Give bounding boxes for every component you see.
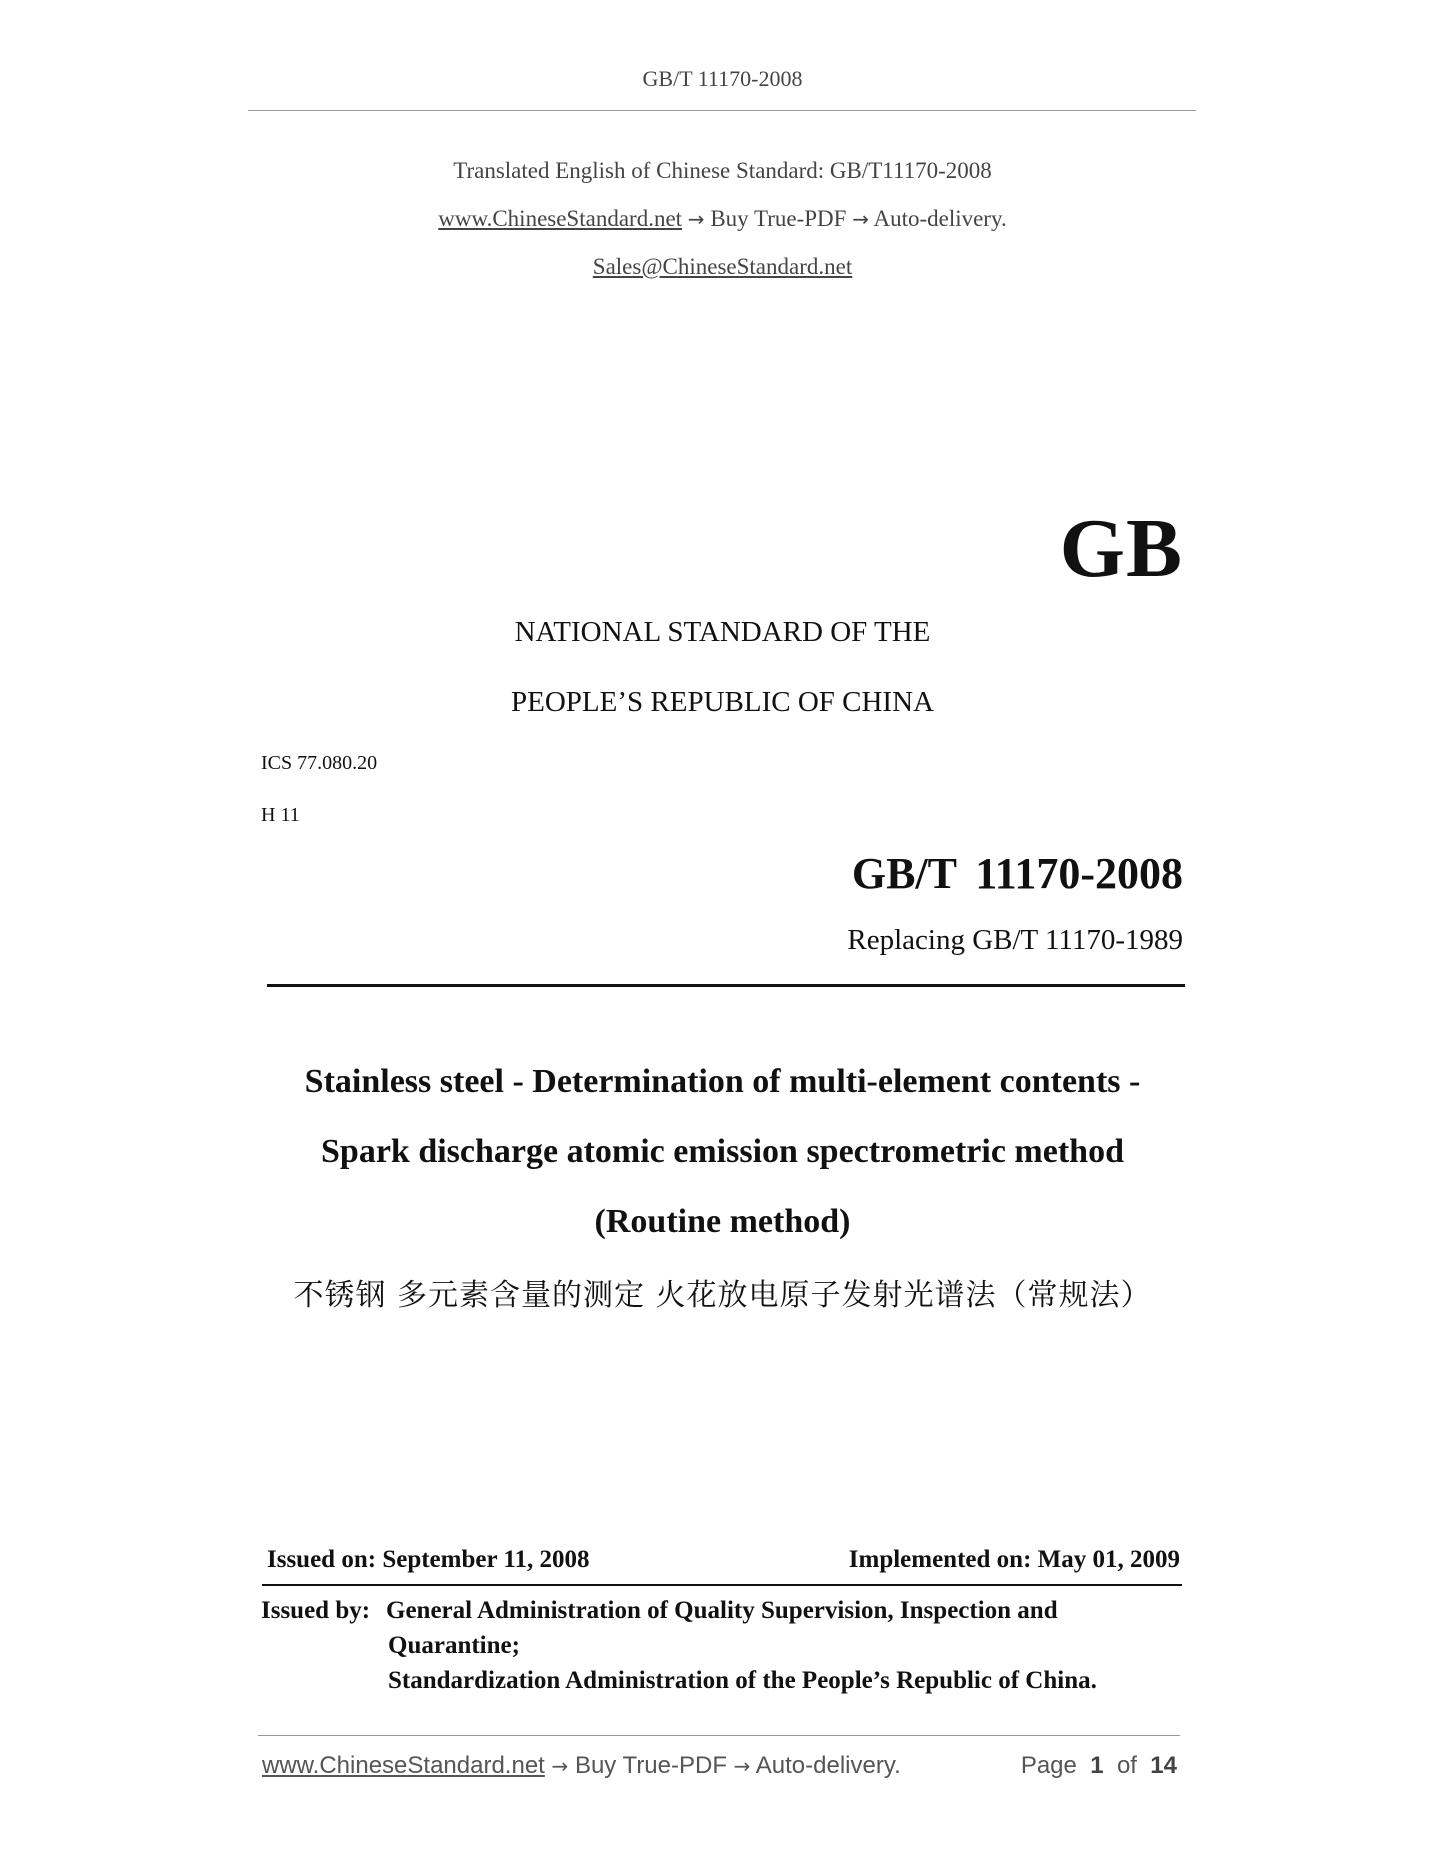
of-label: of (1116, 1752, 1137, 1779)
title-line-2: Spark discharge atomic emission spectrometric method (321, 1133, 1124, 1170)
sales-line (0, 254, 1445, 280)
implemented-on-date: Implemented on: May 01, 2009 (848, 1546, 1180, 1573)
issued-by-label: Issued by: (261, 1597, 371, 1624)
footer-buy-line (262, 1752, 901, 1780)
footer-site-link[interactable]: www.ChineseStandard.net (262, 1752, 545, 1779)
sales-email-link[interactable]: Sales@ChineseStandard.net (592, 254, 853, 279)
translation-notice: Translated English of Chinese Standard: GB/T11170-2008 (453, 158, 992, 183)
national-standard-line1: NATIONAL STANDARD OF THE (514, 616, 931, 648)
running-header: GB/T 11170-2008 (642, 66, 803, 91)
page-total: 14 (1150, 1752, 1177, 1779)
arrow-right-icon: → (733, 1754, 751, 1778)
ics-code: ICS 77.080.20 (261, 752, 378, 774)
footer-delivery-text: Auto-delivery. (755, 1752, 901, 1779)
buy-text: Buy True-PDF (710, 206, 847, 231)
gb-mark: GB (1059, 502, 1183, 595)
chinese-title: 不锈钢 多元素含量的测定 火花放电原子发射光谱法（常规法） (293, 1278, 1152, 1313)
issuer-line-2: Quarantine; (388, 1632, 520, 1659)
arrow-right-icon: → (687, 207, 705, 231)
replacing-standard: Replacing GB/T 11170-1989 (847, 924, 1183, 956)
site-link[interactable]: www.ChineseStandard.net (438, 206, 683, 231)
buy-line (0, 206, 1445, 232)
arrow-right-icon: → (852, 207, 869, 231)
footer-buy-text: Buy True-PDF (574, 1752, 727, 1779)
header-divider (248, 110, 1196, 111)
delivery-text: Auto-delivery. (873, 206, 1007, 231)
page-current: 1 (1090, 1752, 1104, 1779)
title-line-1: Stainless steel - Determination of multi-element contents - (304, 1063, 1141, 1100)
footer-divider (258, 1735, 1180, 1736)
arrow-right-icon: → (551, 1754, 569, 1778)
page-indicator (1021, 1752, 1177, 1780)
page-label: Page (1020, 1752, 1077, 1779)
title-divider (267, 984, 1185, 987)
issue-divider (262, 1584, 1182, 1586)
ccs-code: H 11 (261, 804, 300, 826)
title-line-3: (Routine method) (594, 1203, 851, 1240)
issuer-line-3: Standardization Administration of the People’s Republic of China. (388, 1667, 1097, 1694)
issuer-line-1: General Administration of Quality Supervision, Inspection and (386, 1597, 1058, 1624)
standard-number: GB/T 11170-2008 (851, 849, 1183, 898)
national-standard-line2: PEOPLE’S REPUBLIC OF CHINA (511, 686, 934, 718)
issued-on-date: Issued on: September 11, 2008 (267, 1546, 590, 1573)
